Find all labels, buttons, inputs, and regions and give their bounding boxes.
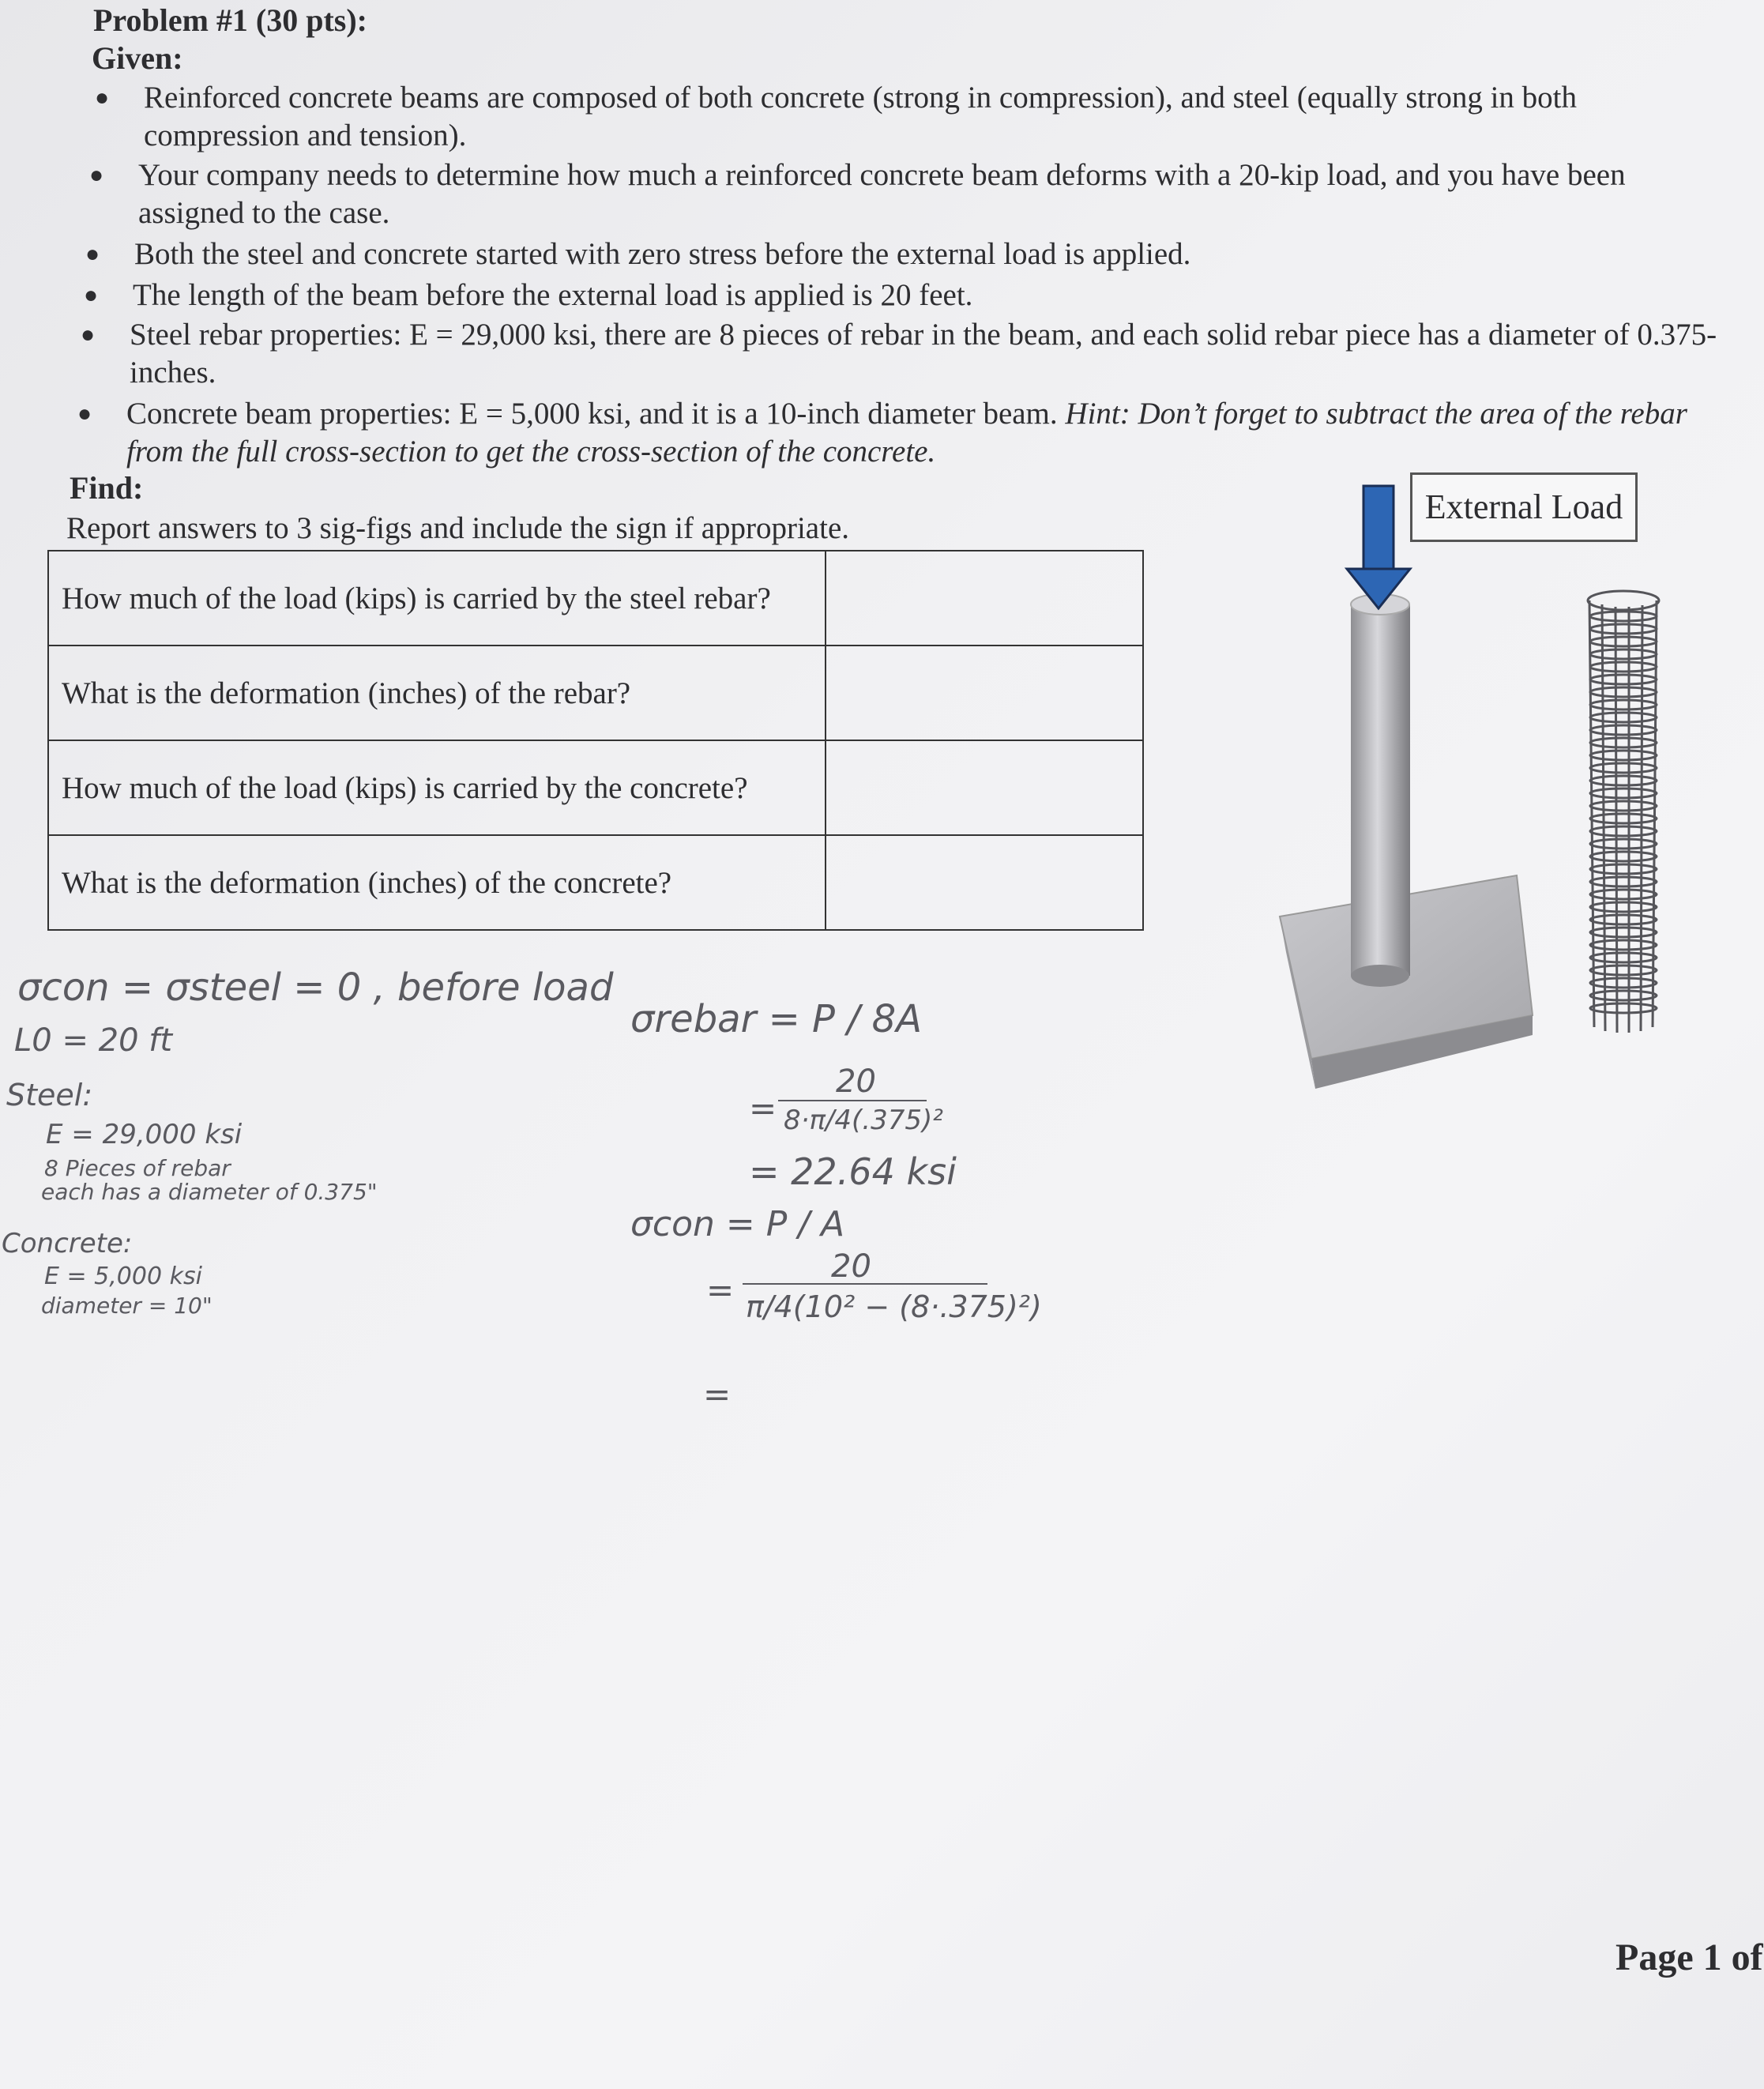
bullet-dot: ● [95, 85, 110, 111]
question-cell: What is the deformation (inches) of the rebar? [48, 646, 826, 740]
rebar-hoop [1590, 687, 1657, 697]
bullet-text: Your company needs to determine how much a reinforced concrete beam deforms with a 20-kip load, and you have been assigned to the case. [138, 158, 1626, 230]
answer-cell[interactable] [826, 551, 1143, 646]
rebar-hoop [1590, 776, 1657, 785]
hw-steel-label: Steel: [6, 1078, 93, 1112]
hw-con-denominator: π/4(10² − (8·.375)²) [746, 1289, 1042, 1324]
external-load-label: External Load [1410, 472, 1638, 542]
hw-concrete-e: E = 5,000 ksi [44, 1263, 202, 1290]
rebar-hoop [1590, 928, 1657, 937]
question-cell: How much of the load (kips) is carried by the steel rebar? [48, 551, 826, 646]
given-heading: Given: [92, 40, 183, 76]
hw-stress-zero: σcon = σsteel = 0 , before load [17, 965, 614, 1010]
rebar-hoop [1590, 814, 1657, 823]
hw-rebar-numerator: 20 [836, 1063, 876, 1100]
rebar-hoop [1590, 915, 1657, 924]
question-cell: How much of the load (kips) is carried by the concrete? [48, 740, 826, 835]
rebar-cage [1588, 591, 1659, 1033]
given-bullet [85, 235, 1714, 273]
rebar-hoop [1590, 877, 1657, 886]
hw-concrete-diameter: diameter = 10" [41, 1293, 213, 1319]
bullet-dot: ● [77, 401, 92, 427]
load-arrow-icon [1347, 486, 1410, 608]
rebar-hoop [1590, 675, 1657, 684]
hw-equals: = [706, 1270, 735, 1309]
rebar-hoop [1590, 725, 1657, 735]
rebar-hoop [1590, 826, 1657, 836]
hw-equals: = [749, 1089, 777, 1127]
concrete-column [1351, 594, 1410, 987]
bullet-text: The length of the beam before the external load is applied is 20 feet. [133, 278, 973, 312]
rebar-hoop [1590, 700, 1657, 710]
bullet-text: Concrete beam properties: E = 5,000 ksi, and it is a 10-inch diameter beam. [126, 397, 1066, 431]
hw-steel-diameter: each has a diameter of 0.375" [41, 1179, 378, 1205]
rebar-hoop [1590, 864, 1657, 874]
hw-length: L0 = 20 ft [14, 1022, 173, 1059]
table-row [48, 740, 1143, 835]
rebar-hoop [1590, 839, 1657, 849]
table-row [48, 551, 1143, 646]
answer-table [47, 550, 1144, 931]
problem-title: Problem #1 (30 pts): [93, 2, 367, 38]
hw-steel-pieces: 8 Pieces of rebar [44, 1155, 231, 1181]
rebar-hoop [1590, 940, 1657, 950]
rebar-hoop [1590, 763, 1657, 773]
report-instruction: Report answers to 3 sig-figs and include the sign if appropriate. [66, 511, 850, 545]
fraction-bar [778, 1100, 927, 1101]
bullet-dot: ● [85, 241, 100, 267]
hw-concrete-label: Concrete: [2, 1228, 133, 1259]
table-row [48, 835, 1143, 930]
beam-diagram [1264, 474, 1675, 1098]
answer-cell[interactable] [826, 646, 1143, 740]
rebar-hoop [1590, 978, 1657, 988]
hint-text: Hint: Don’t forget to subtract the area of the rebar from the full cross-section to get the cross-section of the concrete. [126, 397, 1687, 469]
rebar-hoop [1590, 902, 1657, 912]
rebar-hoop [1590, 649, 1657, 659]
given-bullet [89, 156, 1734, 232]
hw-con-numerator: 20 [831, 1248, 871, 1285]
rebar-hoop [1590, 624, 1657, 634]
find-heading: Find: [70, 470, 144, 506]
rebar-hoop [1590, 890, 1657, 899]
rebar-hoop [1590, 852, 1657, 861]
question-cell: What is the deformation (inches) of the concrete? [48, 835, 826, 930]
hw-steel-e: E = 29,000 ksi [46, 1119, 243, 1150]
given-bullet [77, 395, 1746, 471]
rebar-hoop [1590, 637, 1657, 646]
answer-cell[interactable] [826, 835, 1143, 930]
bullet-text: Reinforced concrete beams are composed of both concrete (strong in compression), and steel (equally strong in both compression and tension). [144, 81, 1577, 152]
rebar-hoop [1590, 965, 1657, 975]
hw-sigma-con: σcon = P / A [630, 1204, 845, 1244]
rebar-hoop [1590, 801, 1657, 811]
rebar-hoop [1590, 789, 1657, 798]
hw-rebar-result: = 22.64 ksi [749, 1150, 957, 1193]
bullet-dot: ● [84, 282, 99, 308]
rebar-hoop [1590, 662, 1657, 672]
table-row [48, 646, 1143, 740]
rebar-hoop [1590, 713, 1657, 722]
bullet-dot: ● [89, 162, 104, 188]
given-bullet [84, 277, 1713, 314]
answer-cell[interactable] [826, 740, 1143, 835]
rebar-hoop [1590, 1003, 1657, 1013]
given-bullet [95, 79, 1724, 155]
hw-equals: = [703, 1375, 732, 1413]
bullet-text: Steel rebar properties: E = 29,000 ksi, there are 8 pieces of rebar in the beam, and each solid rebar piece has a diameter of 0.375-inches. [130, 318, 1717, 390]
bullet-text: Both the steel and concrete started with zero stress before the external load is applied. [134, 237, 1191, 271]
rebar-hoop [1590, 751, 1657, 760]
hw-sigma-rebar: σrebar = P / 8A [630, 997, 923, 1041]
rebar-hoop [1590, 953, 1657, 962]
hw-rebar-denominator: 8·π/4(.375)² [784, 1105, 943, 1136]
given-bullet [81, 316, 1741, 392]
page-number: Page 1 of [1615, 1937, 1763, 1978]
rebar-hoop [1590, 612, 1657, 621]
rebar-hoop [1590, 738, 1657, 747]
rebar-hoop [1590, 991, 1657, 1000]
bullet-dot: ● [81, 322, 96, 348]
fraction-bar [743, 1283, 987, 1285]
